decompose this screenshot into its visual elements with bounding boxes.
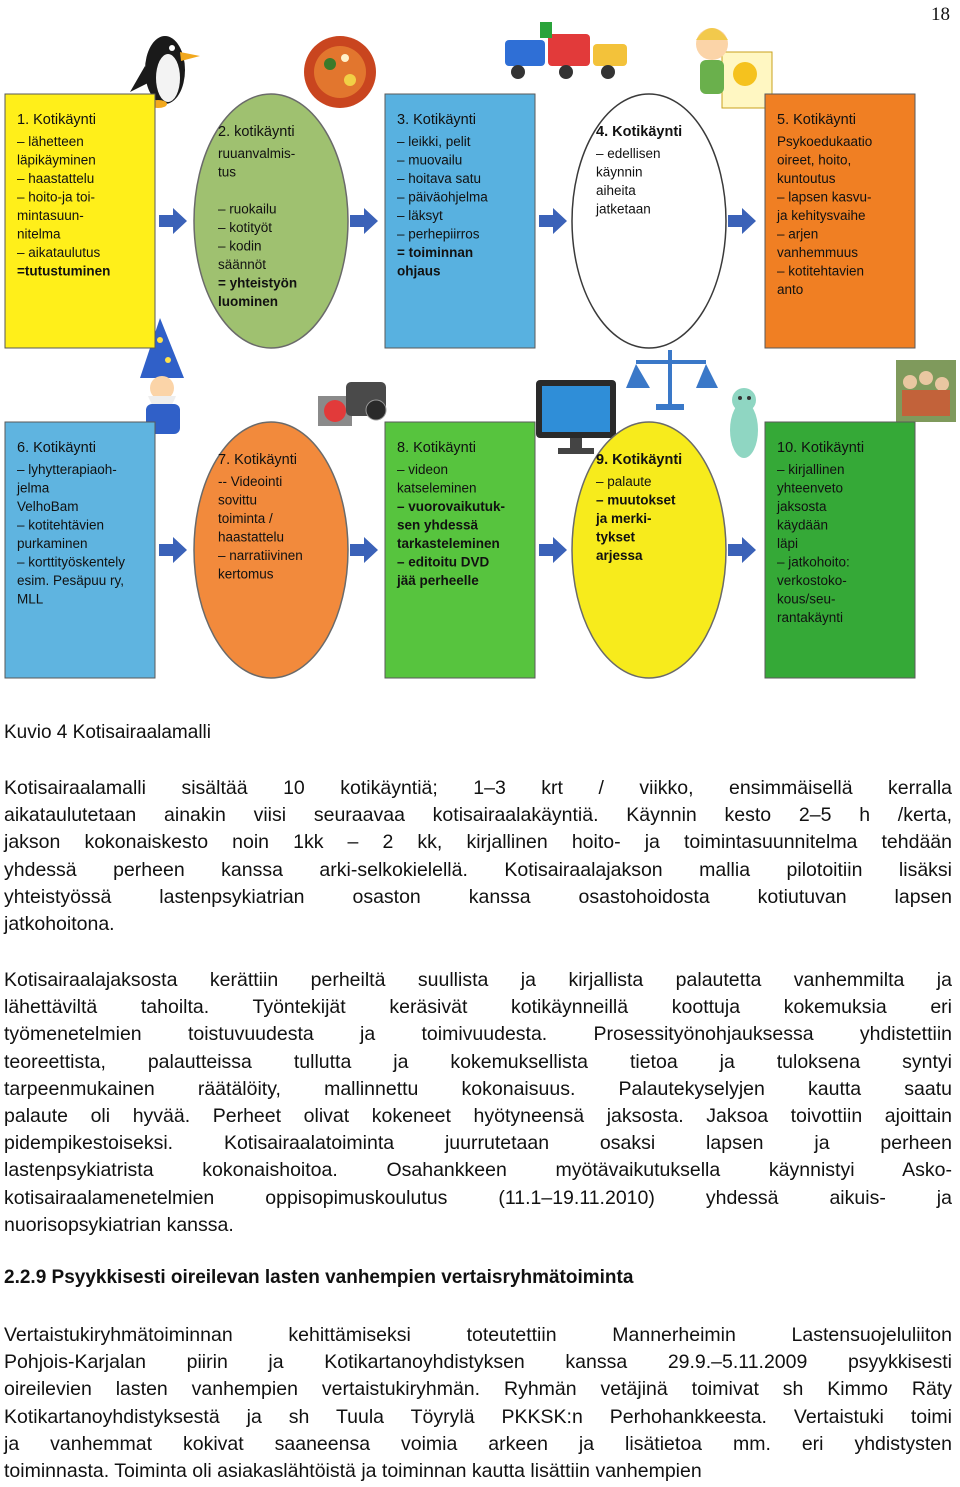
text-line: Kotisairaalajaksosta kerättiin perheiltä suullista ja kirjallista palautetta vanhemmilta ja [4, 969, 952, 991]
visit-box-line: – päiväohjelma [397, 189, 488, 205]
visit-box-line: mintasuun- [17, 208, 84, 223]
visit-box-line: – hoitava satu [397, 171, 482, 186]
visit-box-line: – kotitehtävien [17, 517, 105, 533]
visit-box-1 [5, 94, 155, 348]
visit-box-line: toiminta / [218, 511, 273, 526]
text-line: jatkohoitona. [4, 913, 115, 936]
figure-caption: Kuvio 4 Kotisairaalamalli [4, 722, 211, 743]
visit-box-line: kous/seu- [777, 591, 836, 607]
visit-box-line: – lapsen kasvu- [777, 189, 872, 205]
text-line: oireilevien lasten vanhempien vertaistukiryhmän. Ryhmän vetäjinä toimivat sh Kimmo Räty [4, 1378, 952, 1401]
visit-box-line: esim. Pesäpuu ry, [17, 573, 125, 588]
visit-box-line: läpi [777, 536, 799, 551]
text-line: Vertaistukiryhmätoiminnan kehittämiseksi toteutettiin Mannerheimin Lastensuojeluliiton [4, 1324, 952, 1346]
visit-box-title: 2. kotikäynti [218, 124, 295, 140]
kotisairaala-model-figure [0, 0, 960, 690]
text-line: Pohjois-Karjalan piirin ja Kotikartanoyhdistyksen kanssa 29.9.–5.11.2009 psyykkisesti [4, 1351, 952, 1374]
text-line: toiminnasta. Toiminta oli asiakaslähtöistä ja toiminnan kautta lisättiin vanhempien [4, 1460, 702, 1483]
text-line: jakson kokonaiskesto noin 1kk – 2 kk, kirjallinen hoito- ja toimintasuunnitelma tehdään [4, 831, 952, 854]
text-line: pidempikestoiseksi. Kotisairaalatoiminta juurrutetaan osaksi lapsen ja perheen [4, 1132, 952, 1155]
visit-box-line: = toiminnan [397, 245, 474, 260]
visit-box-line: sovittu [218, 492, 258, 508]
visit-box-line: ohjaus [397, 263, 441, 279]
visit-box-line: – editoitu DVD [397, 554, 490, 570]
visit-box-line: jää perheelle [397, 573, 479, 588]
visit-box-title: 7. Kotikäynti [218, 452, 297, 468]
visit-box-line: – palaute [596, 474, 652, 489]
visit-box-5 [765, 94, 915, 348]
visit-box-line: – ruokailu [218, 201, 277, 217]
visit-box-line: – läksyt [397, 208, 443, 223]
visit-box-line: tykset [596, 529, 636, 545]
text-line: Kotikartanoyhdistyksestä ja sh Tuula Töyrylä PKKSK:n Perhohankkeesta. Vertaistuki toimi [4, 1405, 952, 1428]
text-line: tarpeenmukainen räätälöity, mallinnettu kokonaisuus. Palautekyselyjen kautta saatu [4, 1077, 952, 1100]
arrow-right-icon [728, 537, 756, 563]
visit-box-line: läpikäyminen [17, 152, 96, 168]
text-line: teoreettista, palautteissa tullutta ja kokemuksellista tietoa ja tuloksena syntyi [4, 1050, 952, 1073]
arrow-right-icon [539, 208, 567, 234]
visit-box-line: – kotityöt [218, 220, 273, 235]
visit-box-line: – kodin [218, 238, 262, 254]
visit-box-line: yhteenveto [777, 480, 844, 496]
visit-box-line: – edellisen [596, 146, 661, 161]
visit-boxes [5, 94, 915, 678]
visit-box-line: – muovailu [397, 152, 463, 168]
visit-box-title: 6. Kotikäynti [17, 440, 96, 456]
text-line: työmenetelmien toistuvuudesta ja toimivuudesta. Prosessityönohjauksessa yhdistettiin [4, 1023, 952, 1046]
visit-box-line: – lyhytterapiaoh- [17, 462, 117, 477]
paragraph-2 [4, 967, 952, 1239]
arrow-right-icon [728, 208, 756, 234]
visit-box-line: purkaminen [17, 536, 88, 551]
visit-box-line: – videon [397, 462, 449, 477]
visit-box-line: =tutustuminen [17, 263, 111, 279]
visit-box-line: – perhepiirros [397, 226, 480, 242]
visit-box-title: 1. Kotikäynti [17, 112, 96, 128]
visit-box-4 [572, 94, 726, 348]
arrow-right-icon [539, 537, 567, 563]
visit-box-title: 5. Kotikäynti [777, 112, 856, 128]
toy-train-icon [505, 22, 627, 79]
visit-box-7 [194, 422, 348, 678]
visit-box-line: kertomus [218, 566, 274, 582]
visit-box-title: 4. Kotikäynti [596, 124, 683, 140]
visit-box-9 [572, 422, 726, 678]
visit-box-title: 8. Kotikäynti [397, 440, 476, 456]
visit-box-3 [385, 94, 535, 348]
visit-box-title: 9. Kotikäynti [596, 452, 683, 468]
visit-box-line: – lähetteen [17, 134, 84, 149]
page-number: 18 [931, 4, 950, 25]
visit-box-line: jatketaan [596, 201, 651, 217]
video-camera-icon [318, 382, 386, 426]
visit-box-line: vanhemmuus [777, 245, 859, 260]
visit-box-title: 10. Kotikäynti [777, 440, 865, 456]
text-line: palaute oli hyvää. Perheet olivat kokeneet hyötyneensä jaksosta. Jaksoa toivottiin ajoittain [4, 1105, 952, 1128]
visit-box-line: – vuorovaikutuk- [397, 499, 506, 514]
visit-box-line: VelhoBam [17, 499, 79, 514]
visit-box-line: tus [218, 164, 237, 180]
visit-box-line: verkostoko- [777, 573, 847, 588]
visit-box-line: sen yhdessä [397, 517, 479, 533]
text-line: lastenpsykiatrista kokonaishoitoa. Osahankkeen myötävaikutuksella käynnistyi Asko- [4, 1159, 952, 1182]
visit-box-line: – hoito-ja toi- [17, 189, 96, 205]
visit-box-line: ruuanvalmis- [218, 146, 296, 161]
visit-box-line: – kotitehtavien [777, 263, 865, 279]
visit-box-line: – haastattelu [17, 171, 95, 186]
visit-box-line: – korttityöskentely [17, 554, 126, 570]
visit-box-line: – jatkohoito: [777, 554, 850, 570]
visit-box-2 [194, 94, 348, 348]
visit-box-line: – aikataulutus [17, 245, 101, 260]
visit-box-line: Psykoedukaatio [777, 134, 873, 149]
visit-box-6 [5, 422, 155, 678]
arrow-right-icon [350, 208, 378, 234]
visit-box-10 [765, 422, 915, 678]
visit-box-line: – kirjallinen [777, 462, 845, 477]
visit-box-line: tarkasteleminen [397, 536, 500, 551]
family-photo-icon [896, 360, 956, 422]
visit-box-line: käynnin [596, 164, 643, 180]
computer-monitor-icon [536, 380, 616, 454]
paragraph-1 [4, 775, 952, 938]
visit-box-line: jelma [17, 480, 50, 496]
child-drawing-icon [696, 28, 772, 108]
visit-box-line: jaksosta [777, 499, 827, 514]
scales-icon [626, 350, 718, 410]
arrow-right-icon [350, 537, 378, 563]
visit-box-line: oireet, hoito, [777, 152, 852, 168]
arrow-right-icon [159, 208, 187, 234]
visit-box-8 [385, 422, 535, 678]
section-heading: 2.2.9 Psyykkisesti oireilevan lasten vanhempien vertaisryhmätoiminta [4, 1267, 634, 1288]
visit-box-line: – muutokset [596, 492, 676, 508]
visit-box-line: arjessa [596, 548, 643, 563]
text-line: yhdessä perheen kanssa arki-selkokielellä. Kotisairaalajakson mallia pilotoitiin lisäksi [4, 858, 952, 881]
visit-box-line: – arjen [777, 226, 819, 242]
visit-box-line: ja kehitysvaihe [777, 208, 866, 223]
visit-box-line: katseleminen [397, 480, 477, 496]
visit-box-line: luominen [218, 294, 278, 309]
text-line: yhteistyössä lastenpsykiatrian osaston kanssa osastohoidosta kotiutuvan lapsen [4, 885, 952, 908]
text-line: aikataulutetaan ainakin viisi seuraavaa kotisairaalakäyntiä. Käynnin kesto 2–5 h /kerta, [4, 804, 952, 827]
text-line: kotisairaalamenetelmien oppisopimuskoulutus (11.1–19.11.2010) yhdessä aikuis- ja [4, 1186, 952, 1209]
visit-box-line: – leikki, pelit [397, 134, 471, 149]
visit-box-line: ja merki- [596, 511, 652, 526]
arrow-right-icon [159, 537, 187, 563]
visit-box-line: säännöt [218, 257, 267, 272]
visit-box-line: = yhteistyön [218, 275, 298, 291]
paragraph-3 [4, 1322, 952, 1485]
text-line: Kotisairaalamalli sisältää 10 kotikäyntiä; 1–3 krt / viikko, ensimmäisellä kerralla [4, 777, 952, 799]
character-figure-icon [730, 388, 758, 458]
visit-box-line: -- Videointi [218, 474, 283, 489]
visit-box-line: haastattelu [218, 529, 285, 545]
visit-box-line: käydään [777, 517, 829, 533]
visit-box-line: nitelma [17, 226, 61, 242]
text-line: nuorisopsykiatrian kanssa. [4, 1213, 234, 1236]
visit-box-line: anto [777, 282, 804, 297]
visit-box-line: kuntoutus [777, 171, 836, 186]
visit-box-line: aiheita [596, 183, 636, 198]
visit-box-line: rantakäynti [777, 610, 844, 625]
visit-box-line: – narratiivinen [218, 548, 303, 563]
text-line: ja vanhemmat kokivat saaneensa voimia arkeen ja lisätietoa mm. eri yhdistysten [4, 1432, 952, 1455]
visit-box-title: 3. Kotikäynti [397, 112, 476, 128]
food-dish-icon [304, 36, 376, 108]
text-line: lähettäviltä tahoilta. Työntekijät keräsivät kotikäynneillä koottuja kokemuksia eri [4, 996, 952, 1019]
visit-box-line: MLL [17, 591, 44, 607]
